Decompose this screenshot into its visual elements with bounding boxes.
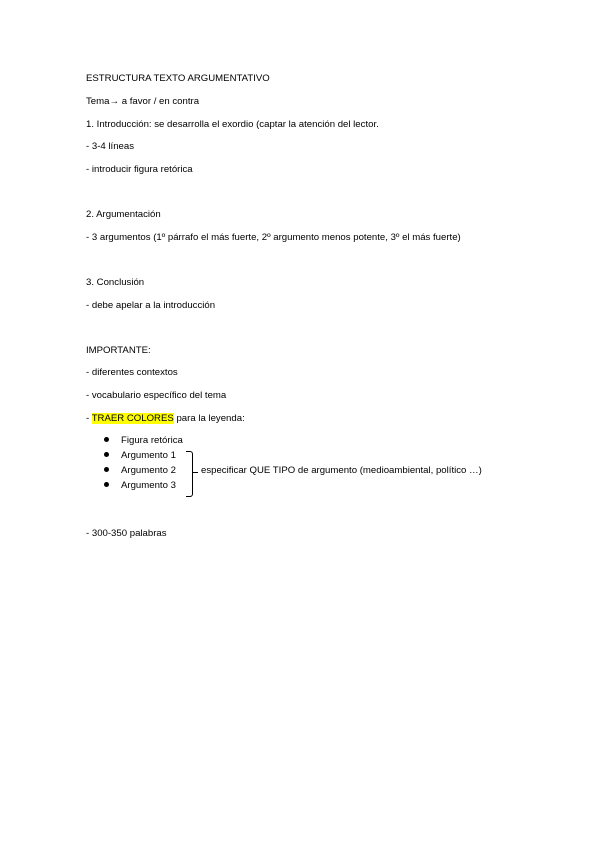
bullet-dot-icon bbox=[104, 437, 109, 442]
curly-brace-tip-icon bbox=[192, 472, 198, 473]
section-conclusion-heading: 3. Conclusión bbox=[86, 277, 145, 288]
list-item: Argumento 1 bbox=[121, 450, 176, 461]
highlighted-text: TRAER COLORES bbox=[91, 413, 174, 424]
intro-item-rhetorical-figure: - introducir figura retórica bbox=[86, 164, 193, 175]
intro-item-lines: - 3-4 líneas bbox=[86, 141, 134, 152]
important-heading: IMPORTANTE: bbox=[86, 345, 151, 356]
section-introduction-heading: 1. Introducción: se desarrolla el exordio (captar la atención del lector. bbox=[86, 119, 379, 130]
list-item: Figura retórica bbox=[121, 435, 183, 446]
section-argumentation-heading: 2. Argumentación bbox=[86, 209, 161, 220]
topic-line: Tema→ a favor / en contra bbox=[86, 96, 200, 107]
brace-note: especificar QUE TIPO de argumento (medioambiental, político …) bbox=[201, 465, 482, 476]
bullet-dot-icon bbox=[104, 482, 109, 487]
important-item-contexts: - diferentes contextos bbox=[86, 367, 178, 378]
bullet-dot-icon bbox=[104, 452, 109, 457]
conclusion-item: - debe apelar a la introducción bbox=[86, 300, 216, 311]
important-item-colors bbox=[86, 413, 245, 425]
list-item: Argumento 3 bbox=[121, 480, 176, 491]
argumentation-item: - 3 argumentos (1º párrafo el más fuerte, 2º argumento menos potente, 3º el más fuerte) bbox=[86, 232, 461, 243]
list-item: Argumento 2 bbox=[121, 465, 176, 476]
document-title: ESTRUCTURA TEXTO ARGUMENTATIVO bbox=[86, 73, 270, 84]
important-item-vocabulary: - vocabulario específico del tema bbox=[86, 390, 227, 401]
word-count-line: - 300-350 palabras bbox=[86, 528, 167, 539]
colors-prefix: - bbox=[86, 413, 92, 424]
curly-brace-icon bbox=[186, 451, 193, 497]
colors-suffix: para la leyenda: bbox=[173, 413, 245, 424]
bullet-dot-icon bbox=[104, 467, 109, 472]
